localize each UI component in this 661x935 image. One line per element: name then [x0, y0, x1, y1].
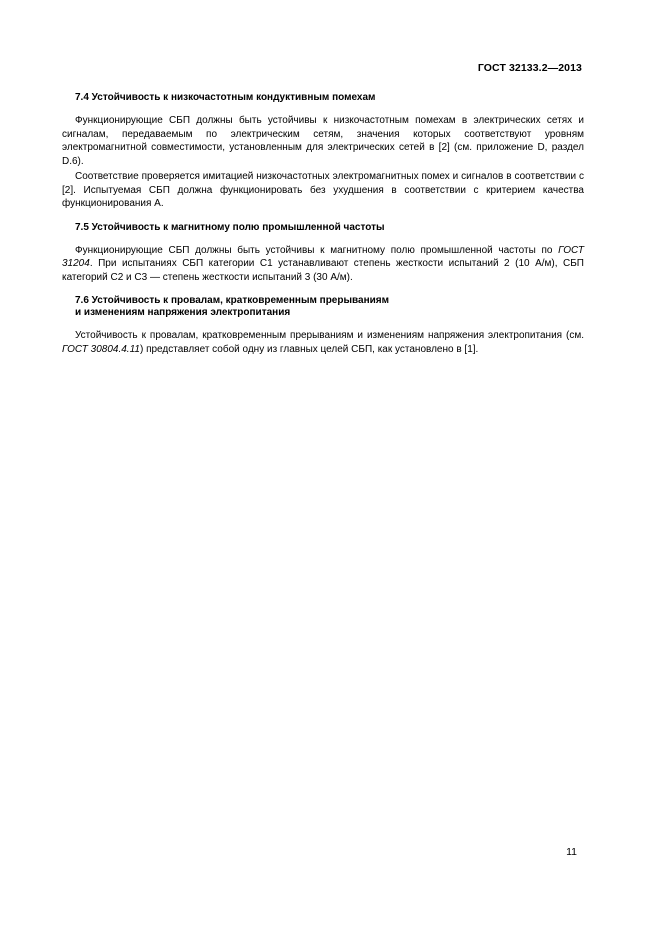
- section-heading: [75, 295, 584, 319]
- document-body: [62, 92, 584, 363]
- paragraph: Соответствие проверяется имитацией низкочастотных электромагнитных помех и сигналов в соответствии с [2]. Испытуемая СБП должна функционировать без ухудшения в соответствии с критерием качества функционирования А.: [62, 171, 584, 209]
- paragraph: Функционирующие СБП должны быть устойчивы к низкочастотным помехам в электрических сетях и сигналам, передаваемым по электрическим сетям, значения которых соответствуют уровням электромагнитной совместимости, установленным для электрических сетей в [2] (см. приложение D, раздел D.6).: [62, 115, 584, 167]
- section-heading-line: 7.6 Устойчивость к провалам, кратковременным прерываниям: [75, 295, 390, 306]
- paragraph: [62, 329, 584, 356]
- section-7-5: [62, 221, 584, 285]
- section-7-4: [62, 92, 584, 211]
- section-heading: 7.5 Устойчивость к магнитному полю промышленной частоты: [75, 221, 385, 233]
- section-heading: 7.4 Устойчивость к низкочастотным кондуктивным помехам: [75, 92, 376, 103]
- page-number: 11: [566, 846, 577, 858]
- standard-reference: ГОСТ 30804.4.11: [62, 343, 140, 355]
- section-heading-line: и изменениям напряжения электропитания: [75, 307, 291, 318]
- paragraph-text: ) представляет собой одну из главных целей СБП, как установлено в [1].: [139, 343, 479, 355]
- paragraph-text: Устойчивость к провалам, кратковременным прерываниям и изменениям напряжения электропитания (см.: [75, 330, 584, 341]
- paragraph-text: Функционирующие СБП должны быть устойчивы к магнитному полю промышленной частоты по: [75, 244, 559, 256]
- standard-reference: ГОСТ 31204: [62, 244, 584, 269]
- paragraph: [62, 244, 584, 285]
- document-header-code: ГОСТ 32133.2—2013: [477, 62, 582, 74]
- section-7-6: [62, 295, 584, 356]
- paragraph-text: . При испытаниях СБП категории С1 устанавливают степень жесткости испытаний 2 (10 А/м), СБП категорий С2 и С3 — степень жесткости испытаний 3 (30 А/м).: [62, 258, 584, 283]
